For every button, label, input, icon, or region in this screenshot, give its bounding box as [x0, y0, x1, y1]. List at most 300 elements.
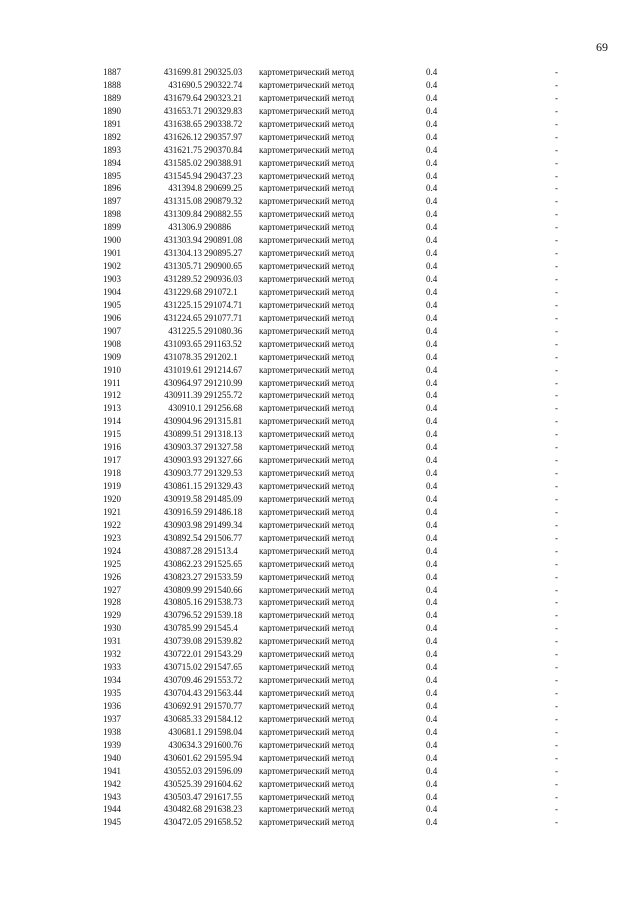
accuracy-cell: 0.4 — [426, 118, 438, 129]
note-cell: - — [555, 157, 558, 168]
point-number-cell: 1902 — [103, 261, 121, 272]
x-coordinate-cell: 430805.16 — [163, 597, 202, 608]
method-cell: картометрический метод — [259, 636, 355, 647]
method-cell: картометрический метод — [259, 299, 355, 310]
method-cell: картометрический метод — [259, 584, 355, 595]
point-number-cell: 1925 — [103, 558, 121, 569]
method-cell: картометрический метод — [259, 442, 355, 453]
note-cell: - — [555, 778, 558, 789]
table-row — [0, 596, 640, 609]
note-cell: - — [555, 338, 558, 349]
x-coordinate-cell: 431019.61 — [163, 364, 202, 375]
y-coordinate-cell: 291513.4 — [204, 545, 238, 556]
y-coordinate-cell: 291553.72 — [204, 675, 243, 686]
method-cell: картометрический метод — [259, 532, 355, 543]
table-row — [0, 609, 640, 622]
table-row — [0, 389, 640, 402]
point-number-cell: 1922 — [103, 519, 121, 530]
y-coordinate-cell: 290388.91 — [204, 157, 243, 168]
x-coordinate-cell: 431690.5 — [168, 79, 202, 90]
table-row — [0, 765, 640, 778]
table-row — [0, 312, 640, 325]
note-cell: - — [555, 299, 558, 310]
accuracy-cell: 0.4 — [426, 545, 438, 556]
table-row — [0, 480, 640, 493]
table-row — [0, 351, 640, 364]
y-coordinate-cell: 291538.73 — [204, 597, 243, 608]
note-cell: - — [555, 364, 558, 375]
method-cell: картометрический метод — [259, 351, 355, 362]
y-coordinate-cell: 290900.65 — [204, 261, 243, 272]
y-coordinate-cell: 291596.09 — [204, 765, 243, 776]
point-number-cell: 1937 — [103, 713, 121, 724]
y-coordinate-cell: 291210.99 — [204, 377, 243, 388]
x-coordinate-cell: 431225.15 — [163, 299, 202, 310]
table-row — [0, 299, 640, 312]
x-coordinate-cell: 430823.27 — [163, 571, 202, 582]
point-number-cell: 1934 — [103, 675, 121, 686]
point-number-cell: 1945 — [103, 817, 121, 828]
note-cell: - — [555, 675, 558, 686]
accuracy-cell: 0.4 — [426, 92, 438, 103]
accuracy-cell: 0.4 — [426, 713, 438, 724]
table-row — [0, 92, 640, 105]
accuracy-cell: 0.4 — [426, 778, 438, 789]
method-cell: картометрический метод — [259, 144, 355, 155]
table-row — [0, 338, 640, 351]
method-cell: картометрический метод — [259, 286, 355, 297]
point-number-cell: 1916 — [103, 442, 121, 453]
note-cell: - — [555, 623, 558, 634]
y-coordinate-cell: 291329.53 — [204, 468, 243, 479]
table-row — [0, 234, 640, 247]
x-coordinate-cell: 430899.51 — [163, 429, 202, 440]
accuracy-cell: 0.4 — [426, 183, 438, 194]
point-number-cell: 1899 — [103, 222, 121, 233]
x-coordinate-cell: 430685.33 — [163, 713, 202, 724]
note-cell: - — [555, 248, 558, 259]
method-cell: картометрический метод — [259, 662, 355, 673]
note-cell: - — [555, 429, 558, 440]
x-coordinate-cell: 430482.68 — [163, 804, 202, 815]
point-number-cell: 1915 — [103, 429, 121, 440]
x-coordinate-cell: 430503.47 — [163, 791, 202, 802]
method-cell: картометрический метод — [259, 468, 355, 479]
y-coordinate-cell: 291547.65 — [204, 662, 243, 673]
accuracy-cell: 0.4 — [426, 649, 438, 660]
accuracy-cell: 0.4 — [426, 791, 438, 802]
point-number-cell: 1924 — [103, 545, 121, 556]
method-cell: картометрический метод — [259, 519, 355, 530]
x-coordinate-cell: 430692.91 — [163, 700, 202, 711]
y-coordinate-cell: 291318.13 — [204, 429, 243, 440]
x-coordinate-cell: 431304.13 — [163, 248, 202, 259]
y-coordinate-cell: 290886 — [204, 222, 231, 233]
note-cell: - — [555, 545, 558, 556]
note-cell: - — [555, 597, 558, 608]
y-coordinate-cell: 291255.72 — [204, 390, 243, 401]
table-row — [0, 622, 640, 635]
accuracy-cell: 0.4 — [426, 584, 438, 595]
y-coordinate-cell: 291540.66 — [204, 584, 243, 595]
note-cell: - — [555, 739, 558, 750]
note-cell: - — [555, 105, 558, 116]
method-cell: картометрический метод — [259, 416, 355, 427]
point-number-cell: 1889 — [103, 92, 121, 103]
x-coordinate-cell: 430861.15 — [163, 481, 202, 491]
note-cell: - — [555, 726, 558, 737]
note-cell: - — [555, 571, 558, 582]
method-cell: картометрический метод — [259, 248, 355, 259]
note-cell: - — [555, 455, 558, 466]
y-coordinate-cell: 290936.03 — [204, 274, 243, 284]
point-number-cell: 1914 — [103, 416, 121, 427]
point-number-cell: 1897 — [103, 196, 121, 207]
point-number-cell: 1923 — [103, 532, 121, 543]
y-coordinate-cell: 290891.08 — [204, 235, 243, 246]
accuracy-cell: 0.4 — [426, 455, 438, 466]
accuracy-cell: 0.4 — [426, 338, 438, 349]
method-cell: картометрический метод — [259, 157, 355, 168]
table-row — [0, 131, 640, 144]
accuracy-cell: 0.4 — [426, 351, 438, 362]
point-number-cell: 1919 — [103, 481, 121, 491]
y-coordinate-cell: 290437.23 — [204, 170, 243, 181]
x-coordinate-cell: 431315.08 — [163, 196, 202, 207]
point-number-cell: 1939 — [103, 739, 121, 750]
note-cell: - — [555, 67, 558, 77]
y-coordinate-cell: 291327.66 — [204, 455, 243, 466]
point-number-cell: 1903 — [103, 274, 121, 284]
y-coordinate-cell: 291327.58 — [204, 442, 243, 453]
note-cell: - — [555, 649, 558, 660]
accuracy-cell: 0.4 — [426, 157, 438, 168]
x-coordinate-cell: 430904.96 — [163, 416, 202, 427]
accuracy-cell: 0.4 — [426, 532, 438, 543]
note-cell: - — [555, 118, 558, 129]
method-cell: картометрический метод — [259, 481, 355, 491]
x-coordinate-cell: 431621.75 — [163, 144, 202, 155]
method-cell: картометрический метод — [259, 688, 355, 698]
x-coordinate-cell: 430722.01 — [163, 649, 202, 660]
point-number-cell: 1935 — [103, 688, 121, 698]
accuracy-cell: 0.4 — [426, 79, 438, 90]
accuracy-cell: 0.4 — [426, 248, 438, 259]
method-cell: картометрический метод — [259, 778, 355, 789]
table-row — [0, 325, 640, 338]
method-cell: картометрический метод — [259, 623, 355, 634]
y-coordinate-cell: 290329.83 — [204, 105, 243, 116]
method-cell: картометрический метод — [259, 403, 355, 414]
y-coordinate-cell: 291329.43 — [204, 481, 243, 491]
accuracy-cell: 0.4 — [426, 299, 438, 310]
note-cell: - — [555, 765, 558, 776]
table-row — [0, 260, 640, 273]
accuracy-cell: 0.4 — [426, 105, 438, 116]
note-cell: - — [555, 196, 558, 207]
note-cell: - — [555, 390, 558, 401]
x-coordinate-cell: 431229.68 — [163, 286, 202, 297]
method-cell: картометрический метод — [259, 610, 355, 621]
table-row — [0, 208, 640, 221]
y-coordinate-cell: 290699.25 — [204, 183, 243, 194]
point-number-cell: 1938 — [103, 726, 121, 737]
note-cell: - — [555, 235, 558, 246]
note-cell: - — [555, 519, 558, 530]
point-number-cell: 1931 — [103, 636, 121, 647]
table-row — [0, 545, 640, 558]
table-row — [0, 286, 640, 299]
accuracy-cell: 0.4 — [426, 688, 438, 698]
x-coordinate-cell: 430916.59 — [163, 506, 202, 517]
note-cell: - — [555, 403, 558, 414]
x-coordinate-cell: 430903.37 — [163, 442, 202, 453]
accuracy-cell: 0.4 — [426, 131, 438, 142]
x-coordinate-cell: 430552.03 — [163, 765, 202, 776]
point-number-cell: 1911 — [103, 377, 121, 388]
note-cell: - — [555, 468, 558, 479]
accuracy-cell: 0.4 — [426, 364, 438, 375]
y-coordinate-cell: 291600.76 — [204, 739, 243, 750]
accuracy-cell: 0.4 — [426, 519, 438, 530]
table-row — [0, 635, 640, 648]
method-cell: картометрический метод — [259, 131, 355, 142]
table-row — [0, 428, 640, 441]
x-coordinate-cell: 430964.97 — [163, 377, 202, 388]
note-cell: - — [555, 261, 558, 272]
x-coordinate-cell: 430704.43 — [163, 688, 202, 698]
table-row — [0, 157, 640, 170]
table-row — [0, 803, 640, 816]
point-number-cell: 1943 — [103, 791, 121, 802]
table-row — [0, 648, 640, 661]
note-cell: - — [555, 222, 558, 233]
y-coordinate-cell: 291214.67 — [204, 364, 243, 375]
y-coordinate-cell: 291638.23 — [204, 804, 243, 815]
x-coordinate-cell: 430887.28 — [163, 545, 202, 556]
y-coordinate-cell: 291072.1 — [204, 286, 238, 297]
note-cell: - — [555, 662, 558, 673]
x-coordinate-cell: 431303.94 — [163, 235, 202, 246]
x-coordinate-cell: 431309.84 — [163, 209, 202, 220]
point-number-cell: 1932 — [103, 649, 121, 660]
table-row — [0, 584, 640, 597]
accuracy-cell: 0.4 — [426, 506, 438, 517]
table-row — [0, 79, 640, 92]
y-coordinate-cell: 291658.52 — [204, 817, 243, 828]
x-coordinate-cell: 430862.23 — [163, 558, 202, 569]
point-number-cell: 1908 — [103, 338, 121, 349]
table-row — [0, 182, 640, 195]
table-row — [0, 558, 640, 571]
note-cell: - — [555, 532, 558, 543]
point-number-cell: 1907 — [103, 325, 121, 336]
y-coordinate-cell: 291545.4 — [204, 623, 238, 634]
y-coordinate-cell: 291617.55 — [204, 791, 243, 802]
table-row — [0, 519, 640, 532]
method-cell: картометрический метод — [259, 752, 355, 763]
method-cell: картометрический метод — [259, 390, 355, 401]
method-cell: картометрический метод — [259, 274, 355, 284]
method-cell: картометрический метод — [259, 571, 355, 582]
table-row — [0, 791, 640, 804]
method-cell: картометрический метод — [259, 675, 355, 686]
note-cell: - — [555, 183, 558, 194]
y-coordinate-cell: 291256.68 — [204, 403, 243, 414]
point-number-cell: 1944 — [103, 804, 121, 815]
method-cell: картометрический метод — [259, 713, 355, 724]
table-row — [0, 506, 640, 519]
table-row — [0, 726, 640, 739]
method-cell: картометрический метод — [259, 325, 355, 336]
method-cell: картометрический метод — [259, 558, 355, 569]
point-number-cell: 1898 — [103, 209, 121, 220]
method-cell: картометрический метод — [259, 739, 355, 750]
x-coordinate-cell: 430919.58 — [163, 493, 202, 504]
note-cell: - — [555, 286, 558, 297]
note-cell: - — [555, 636, 558, 647]
method-cell: картометрический метод — [259, 338, 355, 349]
point-number-cell: 1928 — [103, 597, 121, 608]
x-coordinate-cell: 431653.71 — [163, 105, 202, 116]
table-row — [0, 364, 640, 377]
note-cell: - — [555, 377, 558, 388]
x-coordinate-cell: 431699.81 — [163, 67, 202, 77]
note-cell: - — [555, 584, 558, 595]
note-cell: - — [555, 274, 558, 284]
method-cell: картометрический метод — [259, 170, 355, 181]
note-cell: - — [555, 713, 558, 724]
accuracy-cell: 0.4 — [426, 726, 438, 737]
accuracy-cell: 0.4 — [426, 804, 438, 815]
point-number-cell: 1941 — [103, 765, 121, 776]
y-coordinate-cell: 290370.84 — [204, 144, 243, 155]
x-coordinate-cell: 431585.02 — [163, 157, 202, 168]
accuracy-cell: 0.4 — [426, 817, 438, 828]
accuracy-cell: 0.4 — [426, 675, 438, 686]
point-number-cell: 1940 — [103, 752, 121, 763]
accuracy-cell: 0.4 — [426, 493, 438, 504]
point-number-cell: 1927 — [103, 584, 121, 595]
point-number-cell: 1933 — [103, 662, 121, 673]
note-cell: - — [555, 610, 558, 621]
method-cell: картометрический метод — [259, 261, 355, 272]
note-cell: - — [555, 170, 558, 181]
accuracy-cell: 0.4 — [426, 209, 438, 220]
note-cell: - — [555, 558, 558, 569]
method-cell: картометрический метод — [259, 597, 355, 608]
point-number-cell: 1896 — [103, 183, 121, 194]
point-number-cell: 1891 — [103, 118, 121, 129]
point-number-cell: 1909 — [103, 351, 121, 362]
point-number-cell: 1913 — [103, 403, 121, 414]
x-coordinate-cell: 430796.52 — [163, 610, 202, 621]
accuracy-cell: 0.4 — [426, 558, 438, 569]
point-number-cell: 1917 — [103, 455, 121, 466]
method-cell: картометрический метод — [259, 804, 355, 815]
x-coordinate-cell: 430903.98 — [163, 519, 202, 530]
method-cell: картометрический метод — [259, 493, 355, 504]
note-cell: - — [555, 325, 558, 336]
point-number-cell: 1905 — [103, 299, 121, 310]
accuracy-cell: 0.4 — [426, 610, 438, 621]
method-cell: картометрический метод — [259, 235, 355, 246]
point-number-cell: 1926 — [103, 571, 121, 582]
method-cell: картометрический метод — [259, 312, 355, 323]
table-row — [0, 377, 640, 390]
note-cell: - — [555, 92, 558, 103]
y-coordinate-cell: 291525.65 — [204, 558, 243, 569]
x-coordinate-cell: 431306.9 — [168, 222, 202, 233]
y-coordinate-cell: 290882.55 — [204, 209, 243, 220]
note-cell: - — [555, 351, 558, 362]
y-coordinate-cell: 290322.74 — [204, 79, 243, 90]
y-coordinate-cell: 290338.72 — [204, 118, 243, 129]
point-number-cell: 1910 — [103, 364, 121, 375]
method-cell: картометрический метод — [259, 765, 355, 776]
accuracy-cell: 0.4 — [426, 222, 438, 233]
accuracy-cell: 0.4 — [426, 286, 438, 297]
table-row — [0, 441, 640, 454]
accuracy-cell: 0.4 — [426, 235, 438, 246]
table-row — [0, 66, 640, 79]
y-coordinate-cell: 291539.18 — [204, 610, 243, 621]
table-row — [0, 687, 640, 700]
accuracy-cell: 0.4 — [426, 765, 438, 776]
x-coordinate-cell: 430911.39 — [164, 390, 202, 401]
x-coordinate-cell: 430709.46 — [163, 675, 202, 686]
table-row — [0, 402, 640, 415]
x-coordinate-cell: 430634.3 — [168, 739, 202, 750]
accuracy-cell: 0.4 — [426, 67, 438, 77]
note-cell: - — [555, 79, 558, 90]
x-coordinate-cell: 430910.1 — [168, 403, 202, 414]
table-row — [0, 493, 640, 506]
point-number-cell: 1918 — [103, 468, 121, 479]
y-coordinate-cell: 291506.77 — [204, 532, 243, 543]
method-cell: картометрический метод — [259, 791, 355, 802]
x-coordinate-cell: 430601.62 — [163, 752, 202, 763]
method-cell: картометрический метод — [259, 649, 355, 660]
x-coordinate-cell: 430903.93 — [163, 455, 202, 466]
x-coordinate-cell: 431224.65 — [163, 312, 202, 323]
accuracy-cell: 0.4 — [426, 377, 438, 388]
point-number-cell: 1920 — [103, 493, 121, 504]
accuracy-cell: 0.4 — [426, 468, 438, 479]
point-number-cell: 1912 — [103, 390, 121, 401]
point-number-cell: 1890 — [103, 105, 121, 116]
y-coordinate-cell: 291533.59 — [204, 571, 243, 582]
y-coordinate-cell: 291584.12 — [204, 713, 243, 724]
accuracy-cell: 0.4 — [426, 752, 438, 763]
y-coordinate-cell: 291074.71 — [204, 299, 243, 310]
note-cell: - — [555, 700, 558, 711]
x-coordinate-cell: 431394.8 — [168, 183, 202, 194]
point-number-cell: 1921 — [103, 506, 121, 517]
x-coordinate-cell: 430809.99 — [163, 584, 202, 595]
method-cell: картометрический метод — [259, 79, 355, 90]
x-coordinate-cell: 431626.12 — [163, 131, 202, 142]
table-row — [0, 752, 640, 765]
table-row — [0, 674, 640, 687]
x-coordinate-cell: 430681.1 — [168, 726, 202, 737]
table-row — [0, 571, 640, 584]
table-row — [0, 144, 640, 157]
method-cell: картометрический метод — [259, 817, 355, 828]
method-cell: картометрический метод — [259, 429, 355, 440]
table-row — [0, 454, 640, 467]
point-number-cell: 1929 — [103, 610, 121, 621]
